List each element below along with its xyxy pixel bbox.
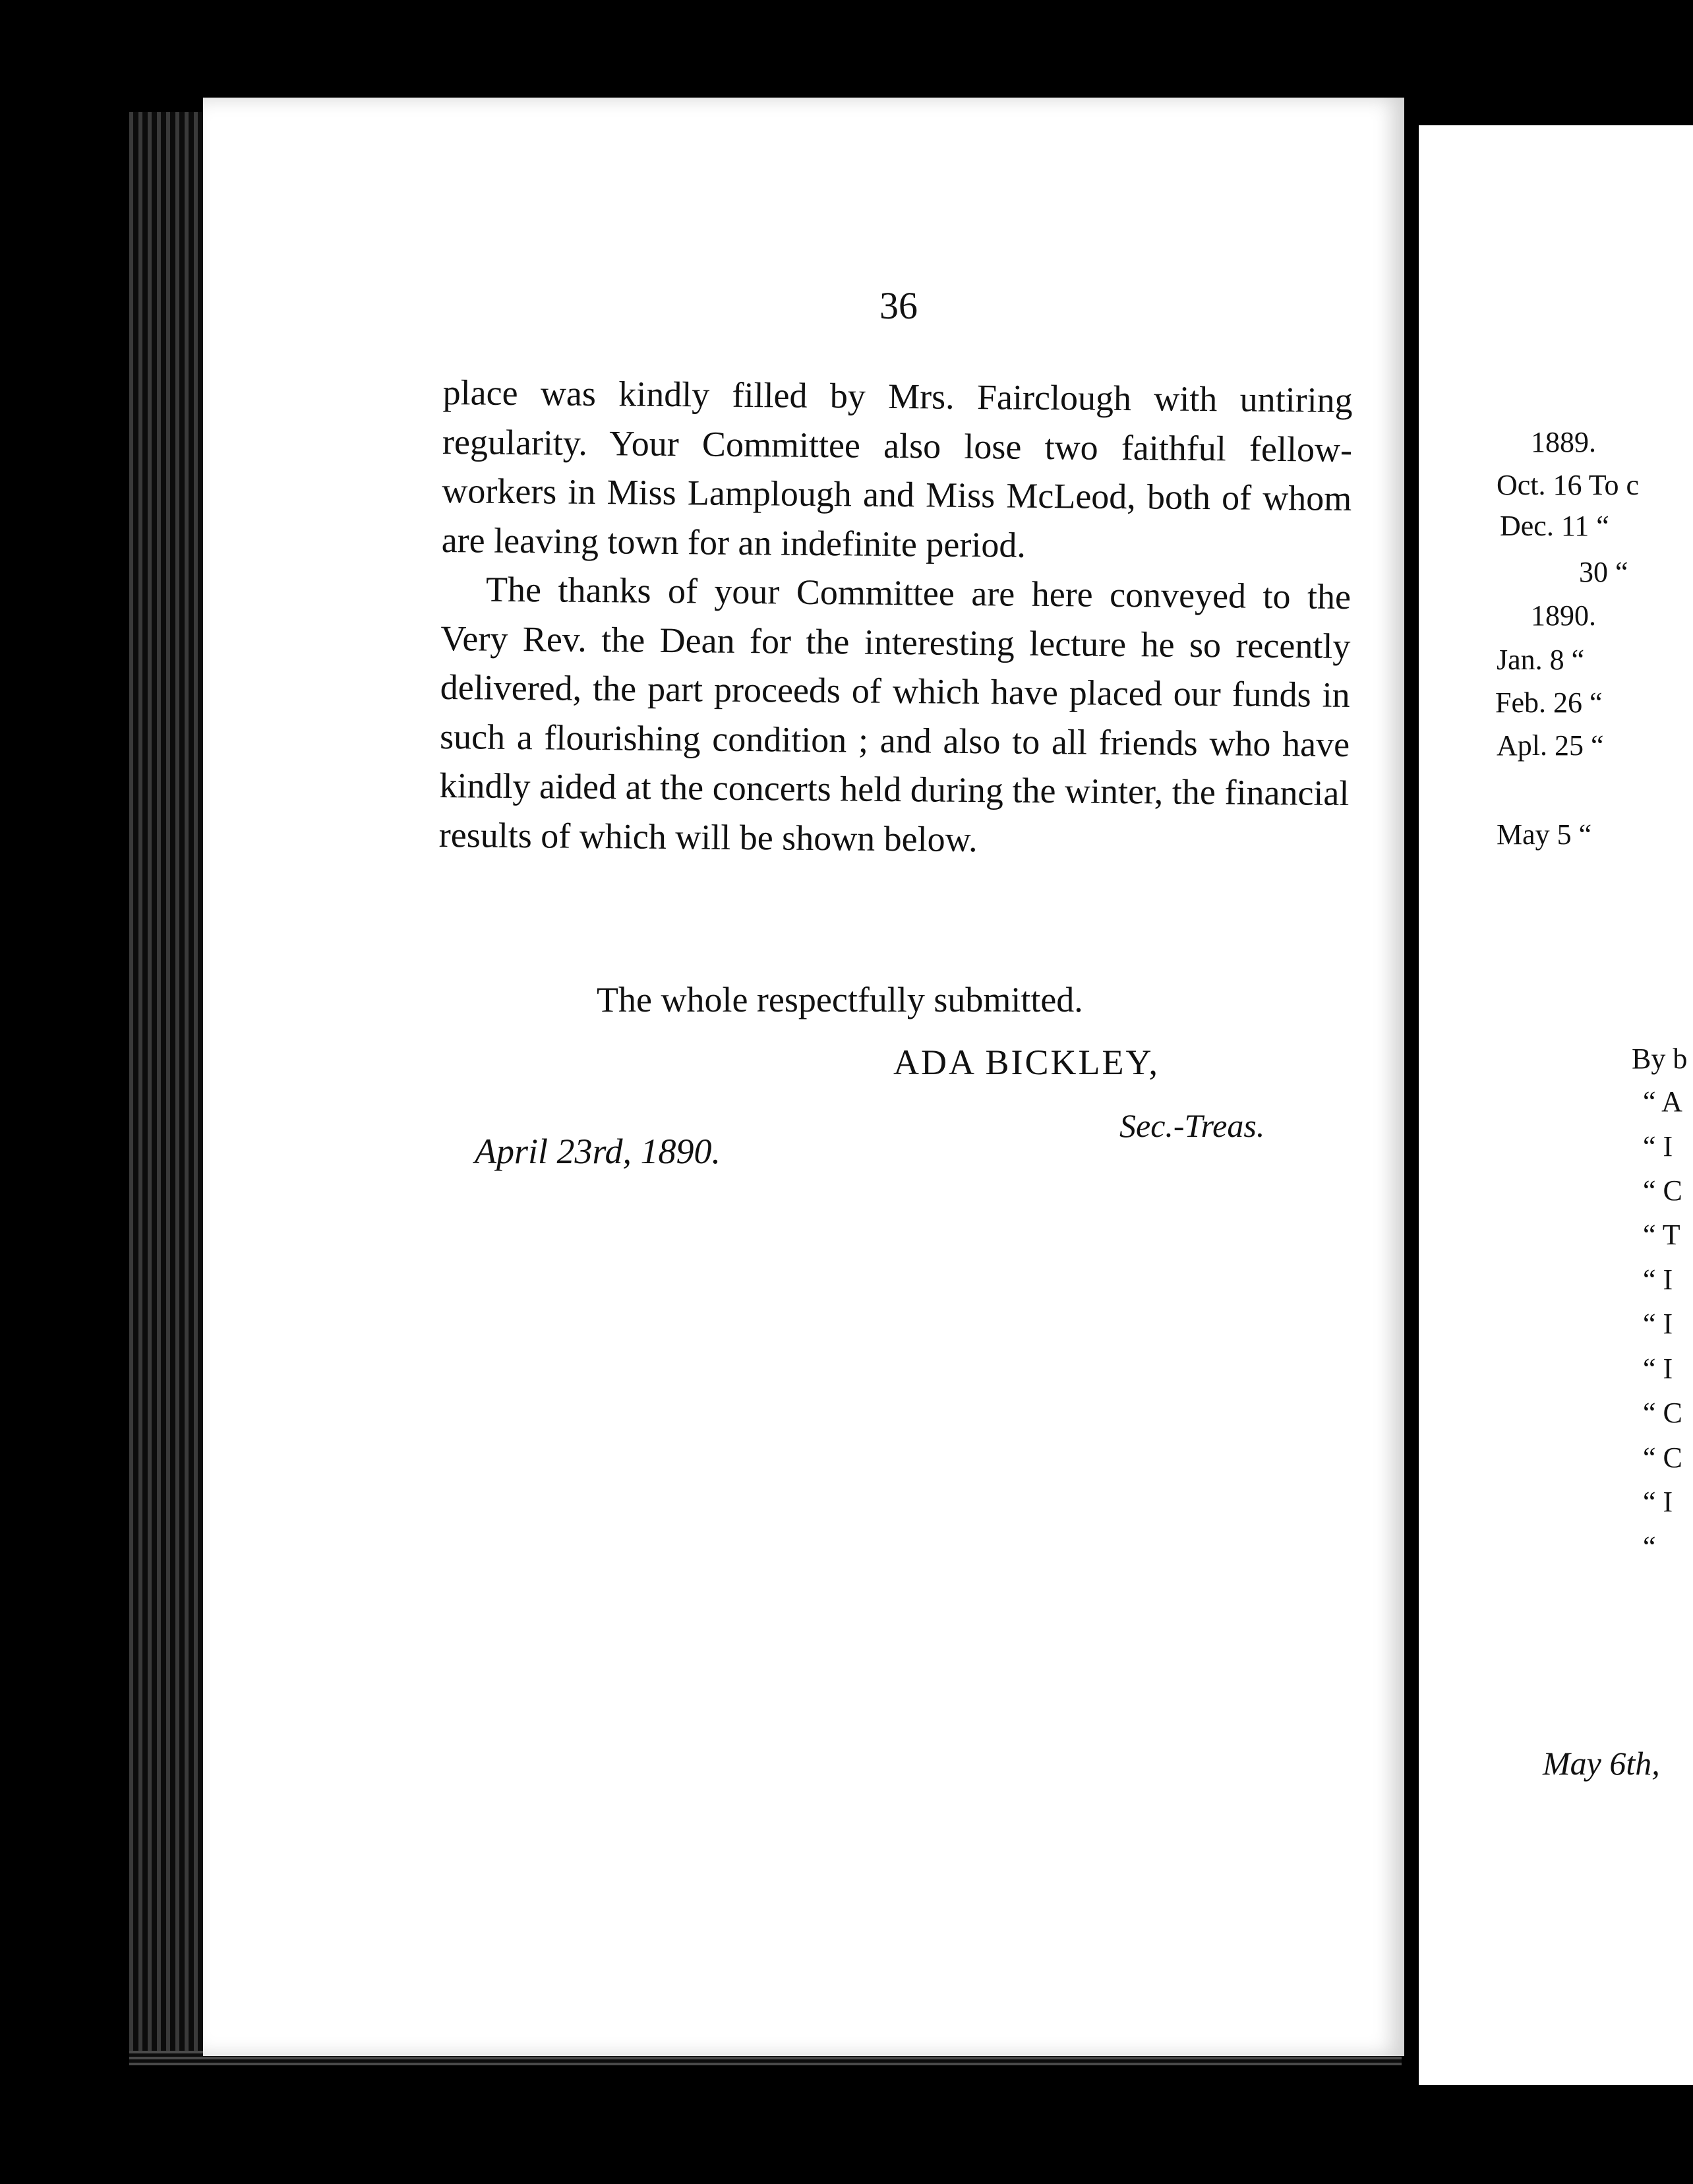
signature-title: Sec.-Treas. (1119, 1107, 1265, 1144)
paragraph-1: place was kindly filled by Mrs. Fairclough with untiring regularity. Your Committee also lose two faithful fellow-workers in Miss Lamplough and Miss McLeod, both of whom are leaving town for an indefinite period. (441, 372, 1353, 565)
paragraph-2: The thanks of your Committee are here conveyed to the Very Rev. the Dean for the interesting lecture he so recently delivered, the part proceeds of which have placed our funds in such a flourishing condition ; and also to all friends who have kindly aided at the concerts held during the winter, the financial results of which will be shown below. (438, 569, 1351, 859)
ledger-year-1889: 1889. (1531, 426, 1596, 458)
ledger-quote-row: “ C (1643, 1441, 1682, 1474)
ledger-row-apl: Apl. 25 “ (1497, 729, 1604, 762)
ledger-quote-row: “ A (1643, 1085, 1682, 1118)
ledger-footer-date: May 6th, (1543, 1745, 1660, 1782)
ledger-quote-row: “ I (1643, 1263, 1673, 1296)
ledger-quote-row: “ I (1643, 1352, 1673, 1385)
ledger-quote-row: “ I (1643, 1130, 1673, 1163)
book-edge-left (129, 112, 203, 2064)
signature-name: ADA BICKLEY, (893, 1043, 1160, 1082)
ledger-row-dec: Dec. 11 “ (1500, 510, 1609, 542)
ledger-quote-row: “ T (1643, 1219, 1680, 1251)
ledger-by-label: By b (1632, 1043, 1688, 1075)
ledger-row-oct: Oct. 16 To c (1497, 469, 1640, 501)
ledger-quote-row: “ (1643, 1531, 1656, 1563)
page-number: 36 (879, 284, 918, 327)
ledger-row-jan: Jan. 8 “ (1497, 644, 1585, 676)
ledger-quote-row: “ I (1643, 1486, 1673, 1518)
ledger-row-30: 30 “ (1579, 556, 1628, 588)
ledger-quote-row: “ C (1643, 1397, 1682, 1429)
report-body (438, 368, 1352, 867)
ledger-year-1890: 1890. (1531, 599, 1596, 632)
closing-line: The whole respectfully submitted. (597, 980, 1083, 1019)
ledger-quote-row: “ I (1643, 1308, 1673, 1340)
ledger-quote-row: “ C (1643, 1174, 1682, 1207)
report-date: April 23rd, 1890. (475, 1132, 721, 1171)
ledger-row-may: May 5 “ (1497, 818, 1592, 851)
ledger-row-feb: Feb. 26 “ (1495, 686, 1603, 719)
